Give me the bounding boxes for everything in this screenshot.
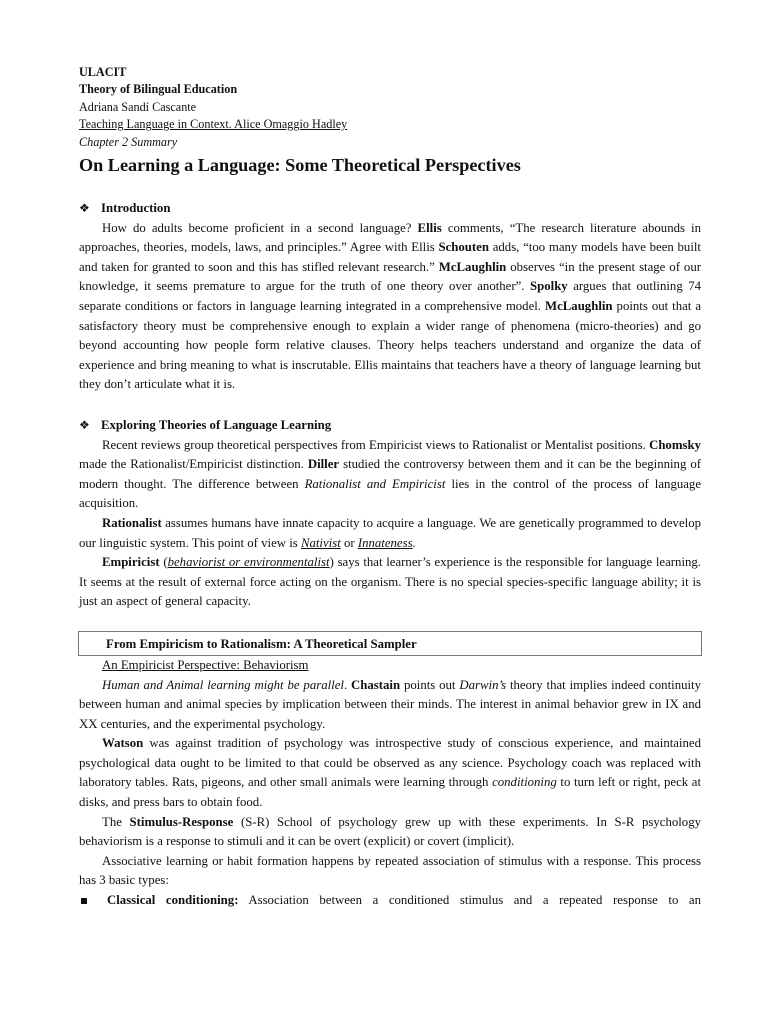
text-run: or (343, 535, 355, 550)
text-run: Associative learning or habit formation happens by repeated association of stimulus with a response. This process has 3 basic types: (79, 853, 701, 888)
document-page (79, 64, 701, 911)
diamond-bullet-icon: ❖ (79, 417, 90, 432)
text-run: The (102, 814, 122, 829)
term-empiricist: Empiricist (102, 555, 160, 570)
introduction-paragraph (79, 219, 701, 395)
spacer (79, 395, 701, 416)
subheading-behaviorism: An Empiricist Perspective: Behaviorism (102, 657, 309, 672)
text-run: comments, “The research literature abounds in approaches, theories, models, laws, and principles.” Agree with Ellis (79, 220, 702, 255)
square-bullet-icon (81, 898, 87, 904)
italic-term: Rationalist and Empiricist (304, 476, 446, 491)
italic-lead: Human and Animal learning might be parallel (102, 677, 344, 692)
author-diller: Diller (307, 457, 340, 472)
text-run: Recent reviews group theoretical perspectives from Empiricist views to Rationalist or Mentalist positions. (102, 437, 646, 452)
term-stimulus-response: Stimulus-Response (129, 814, 234, 829)
list-item-label: Classical conditioning: (107, 893, 239, 908)
text-run: theory that implies indeed continuity between human and animal species by implication between their minds. The interest in animal behavior grew in IX and XX centuries, and the experimental psychology. (79, 677, 701, 731)
term-darwin: Darwin’s (459, 677, 507, 692)
text-run: was against tradition of psychology was introspective study of conscious experience, and maintained psychological data ought to be limited to that could be observed as any science. Psychology coach was replaced with laboratory tables. Rats, pigeons, and other small animals were learning through (79, 736, 701, 790)
exploring-paragraph-2: Rationalist assumes humans have innate capacity to acquire a language. We are genetically programmed to develop our linguistic system. This point of view is Nativist or Innateness. (79, 515, 701, 550)
text-run: lies in the control of the process of language acquisition. (79, 476, 701, 511)
term-behaviorist: behaviorist or environmentalist (167, 555, 330, 570)
text-run: assumes humans have innate capacity to acquire a language. We are genetically programmed to develop our linguistic system. This point of view is (79, 515, 701, 550)
author-spolky: Spolky (530, 279, 568, 294)
section-heading-introduction (79, 199, 701, 219)
exploring-paragraph-1 (79, 436, 701, 514)
text-run: adds, “too many models have been built and taken for granted to soon and this has stifled relevant research.” (79, 240, 701, 274)
text-run: (S-R) School of psychology grew up with these experiments. In S-R psychology behaviorism is a response to stimuli and it can be overt (explicit) or covert (implicit). (79, 814, 701, 849)
author-mclaughlin: McLaughlin (438, 259, 507, 274)
section-heading-label: Introduction (101, 201, 171, 216)
document-title: On Learning a Language: Some Theoretical Perspectives (79, 155, 521, 176)
sampler-paragraph-4 (79, 852, 701, 891)
list-item-classical-conditioning (79, 891, 701, 911)
spacer (79, 612, 701, 631)
text-run: says that learner’s experience is the responsible for language learning. It seems at the result of external force acting on the organism. There is no special species-specific language ability; it is just an aspect of general capacity. (79, 555, 701, 609)
text-run: points out (403, 677, 456, 692)
source-reference: Teaching Language in Context. Alice Omaggio Hadley (79, 117, 348, 132)
chapter-label: Chapter 2 Summary (79, 134, 178, 149)
text-run: to turn left or right, peck at disks, and press bars to obtain food. (79, 775, 702, 810)
author-schouten: Schouten (438, 240, 489, 255)
text-run: points out that a satisfactory theory must be comprehensive enough to explain a wider range of phenomena (micro-theories) and go beyond accounting how people form relative clauses. Theory helps teachers understand and organize the data of experience and bring meaning to what is inscrutable. Ellis maintains that teachers have a theory of language learning but they don’t articulate what it is. (79, 299, 701, 392)
term-conditioning: conditioning (492, 775, 557, 790)
term-nativist: Nativist (300, 535, 341, 550)
text-run: How do adults become proficient in a second language? (102, 220, 412, 235)
text-run: made the Rationalist/Empiricist distinction. (79, 457, 304, 472)
author-ellis: Ellis (417, 220, 442, 235)
spacer (79, 176, 701, 199)
sampler-paragraph-1: Human and Animal learning might be parallel. Chastain points out Darwin’s theory that implies indeed continuity between human and animal species by implication between their minds. The interest in animal behavior grew in IX and XX centuries, and the experimental psychology. (79, 677, 701, 731)
author-mclaughlin: McLaughlin (545, 299, 613, 313)
text-run: observes “in the present stage of our knowledge, it seems premature to argue for the truth of one theory over another”. (79, 259, 701, 294)
author-name: Adriana Sandí Cascante (79, 99, 197, 114)
author-chomsky: Chomsky (649, 437, 701, 452)
list-item-text: Association between a conditioned stimulus and a repeated response to an (248, 893, 702, 908)
author-chastain: Chastain (351, 677, 401, 692)
exploring-paragraph-3: Empiricist (behaviorist or environmentalist) says that learner’s experience is the responsible for language learning. It seems at the result of external force acting on the organism. There is no special species-specific language ability; it is just an aspect of general capacity. (79, 555, 701, 609)
institution-name: ULACIT (79, 65, 127, 79)
section-heading-exploring (79, 416, 701, 436)
term-innateness: Innateness (357, 535, 413, 550)
sampler-paragraph-3 (79, 813, 701, 852)
text-run: studied the controversy between them and it can be the beginning of modern thought. The difference between (79, 457, 701, 491)
course-name: Theory of Bilingual Education (79, 82, 238, 97)
section-heading-label: Exploring Theories of Language Learning (101, 417, 332, 432)
text-run: argues that outlining 74 separate conditions or factors in language learning integrated in a comprehensive model. (79, 279, 702, 313)
boxed-section-heading: From Empiricism to Rationalism: A Theoretical Sampler (78, 631, 702, 656)
diamond-bullet-icon: ❖ (79, 201, 90, 216)
term-rationalist: Rationalist (102, 515, 162, 530)
author-watson: Watson (102, 736, 144, 751)
sampler-paragraph-2 (79, 734, 701, 812)
